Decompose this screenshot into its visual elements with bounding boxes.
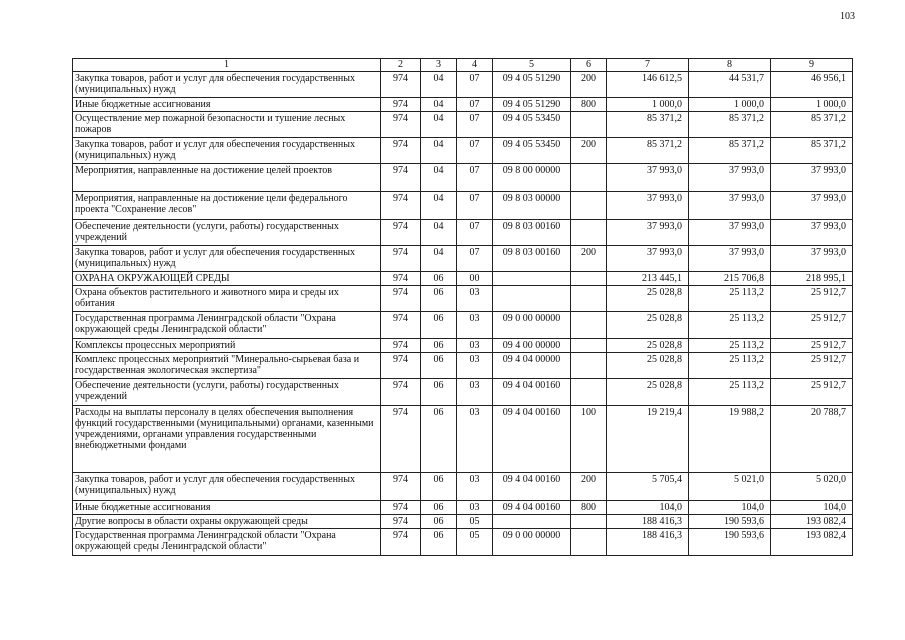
row-section: 06 (421, 312, 457, 339)
row-amount-year-1: 5 705,4 (607, 473, 689, 501)
row-ministry-code: 974 (381, 272, 421, 286)
column-header: 7 (607, 59, 689, 72)
row-target-article: 09 4 05 51290 (493, 72, 571, 98)
table-row (73, 246, 853, 272)
row-name: Комплексы процессных мероприятий (73, 339, 381, 353)
table-row (73, 72, 853, 98)
table-row (73, 529, 853, 556)
row-section: 04 (421, 98, 457, 112)
row-name: Закупка товаров, работ и услуг для обеспечения государственных (муниципальных) нужд (73, 72, 381, 98)
row-expense-type: 200 (571, 138, 607, 164)
row-section: 04 (421, 72, 457, 98)
row-amount-year-1: 85 371,2 (607, 138, 689, 164)
table-row (73, 138, 853, 164)
row-amount-year-1: 25 028,8 (607, 286, 689, 312)
row-section: 04 (421, 112, 457, 138)
row-subsection: 07 (457, 192, 493, 220)
row-amount-year-1: 25 028,8 (607, 379, 689, 406)
row-ministry-code: 974 (381, 529, 421, 556)
table-row (73, 272, 853, 286)
row-section: 06 (421, 406, 457, 473)
row-amount-year-2: 37 993,0 (689, 164, 771, 192)
row-amount-year-2: 37 993,0 (689, 246, 771, 272)
row-amount-year-1: 85 371,2 (607, 112, 689, 138)
table-row (73, 192, 853, 220)
row-name: Мероприятия, направленные на достижение целей проектов (73, 164, 381, 192)
column-header: 3 (421, 59, 457, 72)
row-amount-year-3: 37 993,0 (771, 246, 853, 272)
row-ministry-code: 974 (381, 164, 421, 192)
row-expense-type (571, 353, 607, 379)
row-amount-year-3: 25 912,7 (771, 312, 853, 339)
table-header-row (73, 59, 853, 72)
row-name: Расходы на выплаты персоналу в целях обеспечения выполнения функций государственными (муниципальными) органами, казенными учреждениями, органами управления государственными внебюджетными фондами (73, 406, 381, 473)
row-section: 06 (421, 353, 457, 379)
row-name: ОХРАНА ОКРУЖАЮЩЕЙ СРЕДЫ (73, 272, 381, 286)
row-amount-year-3: 37 993,0 (771, 164, 853, 192)
column-header: 9 (771, 59, 853, 72)
row-expense-type: 800 (571, 501, 607, 515)
row-amount-year-2: 190 593,6 (689, 529, 771, 556)
row-ministry-code: 974 (381, 501, 421, 515)
row-amount-year-2: 190 593,6 (689, 515, 771, 529)
row-name: Обеспечение деятельности (услуги, работы) государственных учреждений (73, 379, 381, 406)
row-section: 04 (421, 164, 457, 192)
row-target-article (493, 286, 571, 312)
table-row (73, 339, 853, 353)
row-section: 04 (421, 192, 457, 220)
row-amount-year-2: 44 531,7 (689, 72, 771, 98)
row-subsection: 03 (457, 379, 493, 406)
row-ministry-code: 974 (381, 192, 421, 220)
row-name: Другие вопросы в области охраны окружающей среды (73, 515, 381, 529)
row-ministry-code: 974 (381, 112, 421, 138)
row-section: 06 (421, 515, 457, 529)
row-expense-type: 200 (571, 246, 607, 272)
row-section: 06 (421, 529, 457, 556)
row-amount-year-1: 1 000,0 (607, 98, 689, 112)
row-target-article: 09 8 03 00160 (493, 220, 571, 246)
row-amount-year-3: 85 371,2 (771, 112, 853, 138)
row-target-article: 09 4 04 00160 (493, 501, 571, 515)
row-section: 06 (421, 501, 457, 515)
row-ministry-code: 974 (381, 406, 421, 473)
row-expense-type: 100 (571, 406, 607, 473)
row-amount-year-2: 85 371,2 (689, 112, 771, 138)
row-ministry-code: 974 (381, 353, 421, 379)
row-section: 06 (421, 339, 457, 353)
column-header: 6 (571, 59, 607, 72)
row-target-article: 09 0 00 00000 (493, 529, 571, 556)
column-header: 8 (689, 59, 771, 72)
row-subsection: 07 (457, 98, 493, 112)
column-header: 5 (493, 59, 571, 72)
row-name: Государственная программа Ленинградской области "Охрана окружающей среды Ленинградской области" (73, 529, 381, 556)
row-amount-year-2: 1 000,0 (689, 98, 771, 112)
row-ministry-code: 974 (381, 246, 421, 272)
row-amount-year-3: 46 956,1 (771, 72, 853, 98)
row-name: Государственная программа Ленинградской области "Охрана окружающей среды Ленинградской области" (73, 312, 381, 339)
row-ministry-code: 974 (381, 220, 421, 246)
row-subsection: 03 (457, 339, 493, 353)
table-row (73, 379, 853, 406)
column-header: 4 (457, 59, 493, 72)
row-expense-type (571, 312, 607, 339)
row-target-article: 09 4 04 00160 (493, 406, 571, 473)
row-amount-year-2: 215 706,8 (689, 272, 771, 286)
row-subsection: 07 (457, 164, 493, 192)
row-subsection: 00 (457, 272, 493, 286)
table-row (73, 406, 853, 473)
row-expense-type (571, 339, 607, 353)
row-amount-year-1: 25 028,8 (607, 339, 689, 353)
row-amount-year-2: 25 113,2 (689, 353, 771, 379)
row-amount-year-2: 104,0 (689, 501, 771, 515)
row-amount-year-3: 25 912,7 (771, 339, 853, 353)
row-amount-year-1: 19 219,4 (607, 406, 689, 473)
row-ministry-code: 974 (381, 339, 421, 353)
row-amount-year-3: 37 993,0 (771, 192, 853, 220)
row-amount-year-1: 25 028,8 (607, 312, 689, 339)
row-subsection: 03 (457, 406, 493, 473)
row-target-article: 09 4 05 53450 (493, 112, 571, 138)
row-amount-year-1: 25 028,8 (607, 353, 689, 379)
row-amount-year-3: 25 912,7 (771, 379, 853, 406)
row-expense-type (571, 286, 607, 312)
table-row (73, 312, 853, 339)
table-row (73, 112, 853, 138)
table-row (73, 220, 853, 246)
row-target-article (493, 272, 571, 286)
row-name: Мероприятия, направленные на достижение цели федерального проекта "Сохранение лесов" (73, 192, 381, 220)
row-amount-year-3: 193 082,4 (771, 529, 853, 556)
row-target-article: 09 4 05 53450 (493, 138, 571, 164)
table-row (73, 286, 853, 312)
row-amount-year-2: 5 021,0 (689, 473, 771, 501)
row-target-article: 09 4 04 00160 (493, 473, 571, 501)
row-amount-year-1: 37 993,0 (607, 192, 689, 220)
row-amount-year-2: 25 113,2 (689, 379, 771, 406)
row-subsection: 05 (457, 515, 493, 529)
row-ministry-code: 974 (381, 515, 421, 529)
row-subsection: 07 (457, 138, 493, 164)
column-header: 1 (73, 59, 381, 72)
row-ministry-code: 974 (381, 379, 421, 406)
row-ministry-code: 974 (381, 312, 421, 339)
row-expense-type (571, 529, 607, 556)
row-section: 06 (421, 286, 457, 312)
row-expense-type: 800 (571, 98, 607, 112)
column-header: 2 (381, 59, 421, 72)
row-amount-year-1: 146 612,5 (607, 72, 689, 98)
table-body (73, 72, 853, 556)
row-ministry-code: 974 (381, 473, 421, 501)
row-amount-year-3: 25 912,7 (771, 286, 853, 312)
row-name: Комплекс процессных мероприятий "Минерально-сырьевая база и государственная экологическая экспертиза" (73, 353, 381, 379)
row-expense-type (571, 220, 607, 246)
row-section: 04 (421, 220, 457, 246)
row-amount-year-2: 37 993,0 (689, 192, 771, 220)
row-amount-year-2: 25 113,2 (689, 286, 771, 312)
row-subsection: 07 (457, 112, 493, 138)
row-amount-year-1: 37 993,0 (607, 220, 689, 246)
row-section: 04 (421, 138, 457, 164)
row-subsection: 03 (457, 286, 493, 312)
row-amount-year-3: 37 993,0 (771, 220, 853, 246)
row-expense-type (571, 112, 607, 138)
row-expense-type (571, 272, 607, 286)
row-subsection: 07 (457, 72, 493, 98)
row-expense-type (571, 164, 607, 192)
row-amount-year-3: 25 912,7 (771, 353, 853, 379)
row-amount-year-1: 188 416,3 (607, 529, 689, 556)
row-amount-year-2: 25 113,2 (689, 312, 771, 339)
row-amount-year-2: 19 988,2 (689, 406, 771, 473)
table-row (73, 353, 853, 379)
row-section: 06 (421, 272, 457, 286)
row-subsection: 03 (457, 501, 493, 515)
row-amount-year-1: 188 416,3 (607, 515, 689, 529)
row-name: Обеспечение деятельности (услуги, работы) государственных учреждений (73, 220, 381, 246)
row-amount-year-2: 85 371,2 (689, 138, 771, 164)
row-subsection: 05 (457, 529, 493, 556)
row-expense-type (571, 515, 607, 529)
row-ministry-code: 974 (381, 72, 421, 98)
table-row (73, 98, 853, 112)
row-name: Закупка товаров, работ и услуг для обеспечения государственных (муниципальных) нужд (73, 138, 381, 164)
row-section: 04 (421, 246, 457, 272)
row-name: Осуществление мер пожарной безопасности и тушение лесных пожаров (73, 112, 381, 138)
table-row (73, 515, 853, 529)
page-number: 103 (840, 11, 855, 22)
row-amount-year-3: 5 020,0 (771, 473, 853, 501)
row-target-article: 09 4 05 51290 (493, 98, 571, 112)
row-amount-year-3: 218 995,1 (771, 272, 853, 286)
row-name: Закупка товаров, работ и услуг для обеспечения государственных (муниципальных) нужд (73, 246, 381, 272)
row-amount-year-1: 37 993,0 (607, 164, 689, 192)
row-expense-type (571, 379, 607, 406)
row-subsection: 07 (457, 246, 493, 272)
row-subsection: 03 (457, 353, 493, 379)
row-name: Закупка товаров, работ и услуг для обеспечения государственных (муниципальных) нужд (73, 473, 381, 501)
row-amount-year-1: 104,0 (607, 501, 689, 515)
row-expense-type: 200 (571, 473, 607, 501)
row-ministry-code: 974 (381, 98, 421, 112)
row-amount-year-1: 213 445,1 (607, 272, 689, 286)
row-target-article: 09 4 04 00160 (493, 379, 571, 406)
budget-table (72, 58, 853, 556)
row-subsection: 03 (457, 473, 493, 501)
row-expense-type (571, 192, 607, 220)
table-row (73, 164, 853, 192)
row-expense-type: 200 (571, 72, 607, 98)
row-target-article: 09 4 00 00000 (493, 339, 571, 353)
row-amount-year-3: 193 082,4 (771, 515, 853, 529)
row-target-article: 09 0 00 00000 (493, 312, 571, 339)
row-amount-year-3: 1 000,0 (771, 98, 853, 112)
row-target-article: 09 8 03 00160 (493, 246, 571, 272)
row-target-article: 09 8 03 00000 (493, 192, 571, 220)
row-amount-year-3: 85 371,2 (771, 138, 853, 164)
row-ministry-code: 974 (381, 138, 421, 164)
row-ministry-code: 974 (381, 286, 421, 312)
row-amount-year-2: 25 113,2 (689, 339, 771, 353)
row-section: 06 (421, 379, 457, 406)
row-amount-year-1: 37 993,0 (607, 246, 689, 272)
row-target-article: 09 4 04 00000 (493, 353, 571, 379)
row-section: 06 (421, 473, 457, 501)
row-name: Охрана объектов растительного и животного мира и среды их обитания (73, 286, 381, 312)
row-target-article (493, 515, 571, 529)
row-target-article: 09 8 00 00000 (493, 164, 571, 192)
row-subsection: 07 (457, 220, 493, 246)
row-name: Иные бюджетные ассигнования (73, 501, 381, 515)
table-row (73, 473, 853, 501)
row-subsection: 03 (457, 312, 493, 339)
row-name: Иные бюджетные ассигнования (73, 98, 381, 112)
row-amount-year-3: 20 788,7 (771, 406, 853, 473)
table-row (73, 501, 853, 515)
row-amount-year-2: 37 993,0 (689, 220, 771, 246)
row-amount-year-3: 104,0 (771, 501, 853, 515)
